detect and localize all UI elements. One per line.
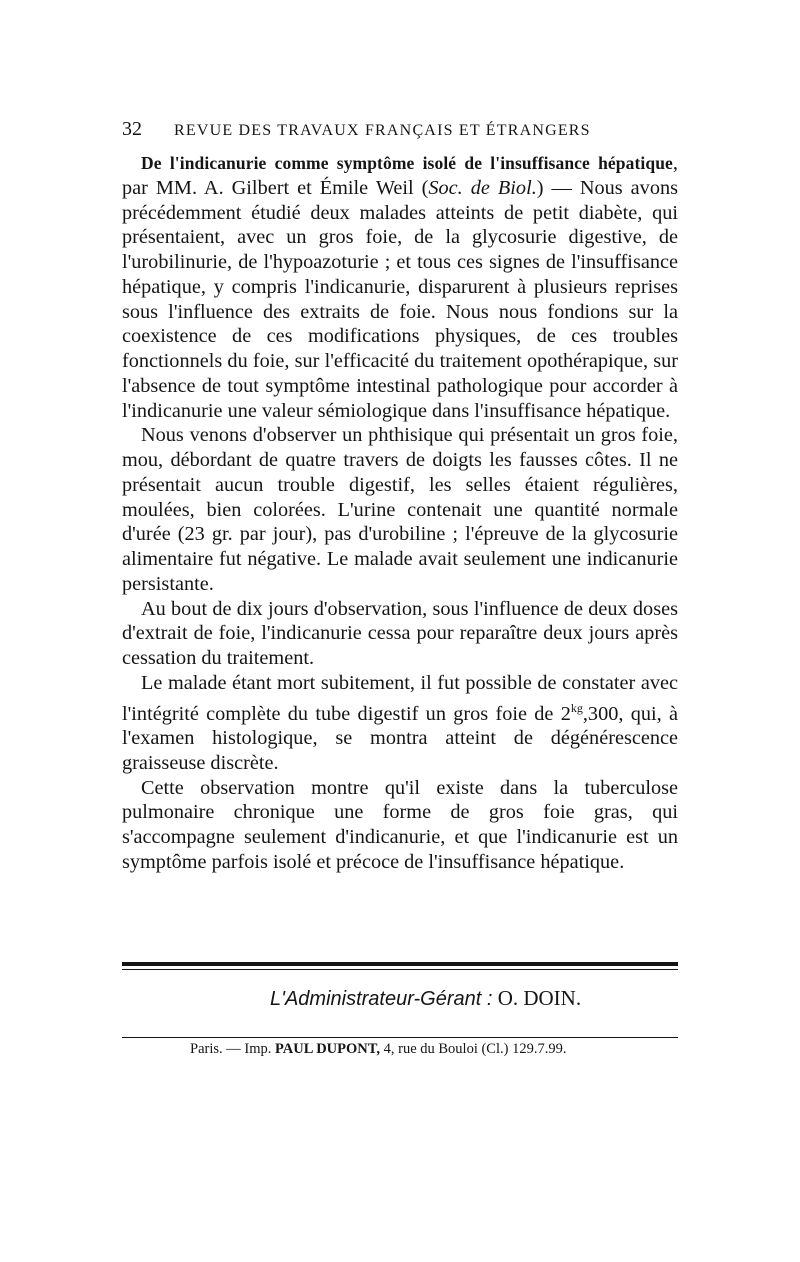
paragraph-4-post: ,300, qui, à l'examen histologique, se montra atteint de dégénérescence graisseuse discrète. — [122, 702, 678, 774]
article-title: De l'indicanurie comme symptôme isolé de l'insuffisance hépatique — [141, 153, 673, 173]
paragraph-3: Au bout de dix jours d'observation, sous l'influence de deux doses d'extrait de foie, l'indicanurie cessa pour reparaître deux jours après cessation du traitement. — [122, 597, 678, 669]
citation-source: Soc. de Biol. — [428, 176, 537, 199]
running-title: REVUE DES TRAVAUX FRANÇAIS ET ÉTRANGERS — [174, 122, 591, 139]
paragraph-4 — [122, 671, 678, 776]
paragraph-4-pre: Le malade étant mort subitement, il fut possible de constater avec l'intégrité complète du tube digestif un gros foie de 2 — [122, 671, 678, 725]
printer-imprint — [190, 1040, 670, 1058]
imprint-divider — [122, 1037, 678, 1038]
signature — [270, 985, 690, 1012]
article-body — [122, 151, 678, 875]
divider-thick — [122, 962, 678, 966]
signature-role: L'Administrateur-Gérant : — [270, 988, 493, 1010]
divider-thin — [122, 969, 678, 970]
imprint-city: Paris. — Imp. — [190, 1041, 272, 1057]
paragraph-2: Nous venons d'observer un phthisique qui présentait un gros foie, mou, débordant de quatre travers de doigts les fausses côtes. Il ne présentait aucun trouble digestif, les selles étaient régulières, moulées, bien colorées. L'urine contenait une quantité normale d'urée (23 gr. par jour), pas d'urobiline ; l'épreuve de la glycosurie alimentaire fut négative. Le malade avait seulement une indicanurie persistante. — [122, 424, 678, 595]
article-authors: , par MM. A. Gilbert et Émile Weil ( — [122, 152, 678, 199]
paragraph-1-text: Nous avons précédemment étudié deux malades atteints de petit diabète, qui présentaient, avec un gros foie, de la glycosurie digestive, de l'urobilinurie, de l'hypoazoturie ; et tous ces signes de l'insuffisance hépatique, y compris l'indicanurie, disparurent à plusieurs reprises sous l'influence des extraits de foie. Nous nous fondions sur la coexistence de ces modifications physiques, de ces troubles fonctionnels du foie, sur l'efficacité du traitement opothérapique, sur l'absence de tout symptôme intestinal pathologique pour accorder à l'indicanurie une valeur sémiologique dans l'insuffisance hépatique. — [122, 176, 678, 422]
signature-name: O. DOIN. — [497, 986, 582, 1010]
weight-unit: kg — [570, 700, 583, 715]
page-number: 32 — [122, 118, 142, 140]
imprint-address: 4, rue du Bouloi (Cl.) 129.7.99. — [383, 1041, 567, 1057]
paragraph-5: Cette observation montre qu'il existe dans la tuberculose pulmonaire chronique une forme de gros foie gras, qui s'accompagne seulement d'indicanurie, et que l'indicanurie est un symptôme parfois isolé et précoce de l'insuffisance hépatique. — [122, 776, 678, 873]
paragraph-1 — [122, 151, 678, 423]
imprint-printer: PAUL DUPONT, — [274, 1041, 380, 1057]
citation-close: ) — — [536, 176, 580, 199]
